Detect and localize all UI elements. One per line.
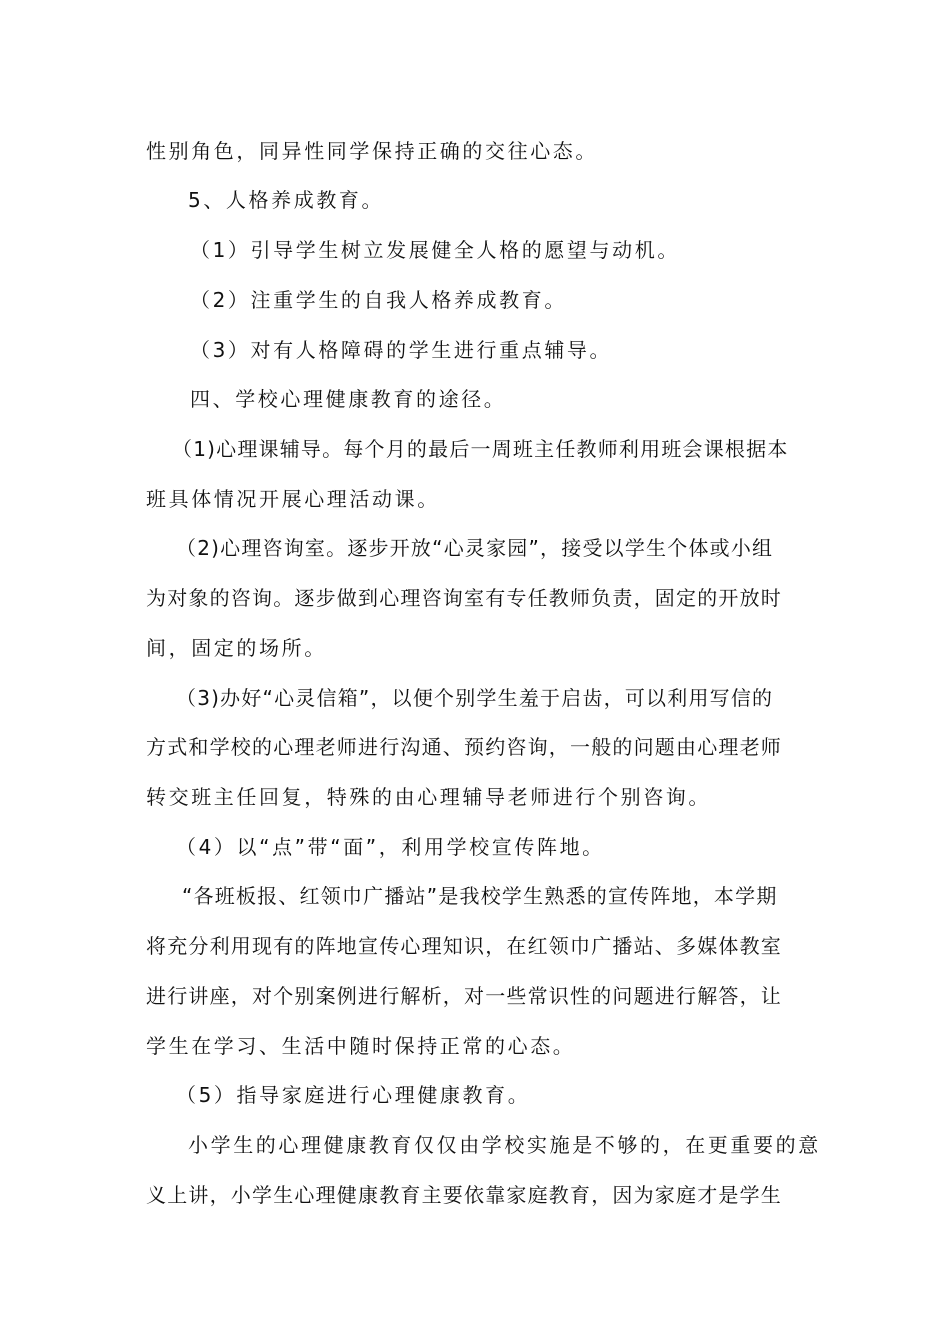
paragraph-line: （3)办好“心灵信箱”，以便个别学生羞于启齿，可以利用写信的	[176, 686, 774, 710]
list-item: （1）引导学生树立发展健全人格的愿望与动机。	[190, 238, 680, 262]
paragraph-line: 方式和学校的心理老师进行沟通、预约咨询，一般的问题由心理老师	[146, 735, 782, 759]
paragraph-line: （2)心理咨询室。逐步开放“心灵家园”，接受以学生个体或小组	[176, 536, 774, 560]
paragraph-line: 学生在学习、生活中随时保持正常的心态。	[146, 1034, 576, 1058]
paragraph-line: “各班板报、红领巾广播站”是我校学生熟悉的宣传阵地，本学期	[182, 884, 778, 908]
list-item: （2）注重学生的自我人格养成教育。	[190, 288, 567, 312]
paragraph-line: 班具体情况开展心理活动课。	[146, 487, 440, 511]
paragraph-line: （1)心理课辅导。每个月的最后一周班主任教师利用班会课根据本	[172, 437, 789, 461]
paragraph-line: 义上讲，小学生心理健康教育主要依靠家庭教育，因为家庭才是学生	[146, 1183, 782, 1207]
section-heading: 四、学校心理健康教育的途径。	[190, 387, 507, 411]
paragraph-line: 小学生的心理健康教育仅仅由学校实施是不够的，在更重要的意	[188, 1133, 821, 1157]
paragraph-line: 转交班主任回复，特殊的由心理辅导老师进行个别咨询。	[146, 785, 711, 809]
paragraph-line: 间，固定的场所。	[146, 636, 327, 660]
paragraph-line: 性别角色，同异性同学保持正确的交往心态。	[146, 139, 598, 163]
paragraph-line: 将充分利用现有的阵地宣传心理知识，在红领巾广播站、多媒体教室	[146, 934, 782, 958]
list-item: （5）指导家庭进行心理健康教育。	[176, 1083, 531, 1107]
list-item: （3）对有人格障碍的学生进行重点辅导。	[190, 338, 613, 362]
paragraph-line: 进行讲座，对个别案例进行解析，对一些常识性的问题进行解答，让	[146, 984, 782, 1008]
list-item: （4）以“点”带“面”，利用学校宣传阵地。	[176, 835, 605, 859]
section-heading: 5、人格养成教育。	[188, 188, 385, 212]
paragraph-line: 为对象的咨询。逐步做到心理咨询室有专任教师负责，固定的开放时	[146, 586, 782, 610]
